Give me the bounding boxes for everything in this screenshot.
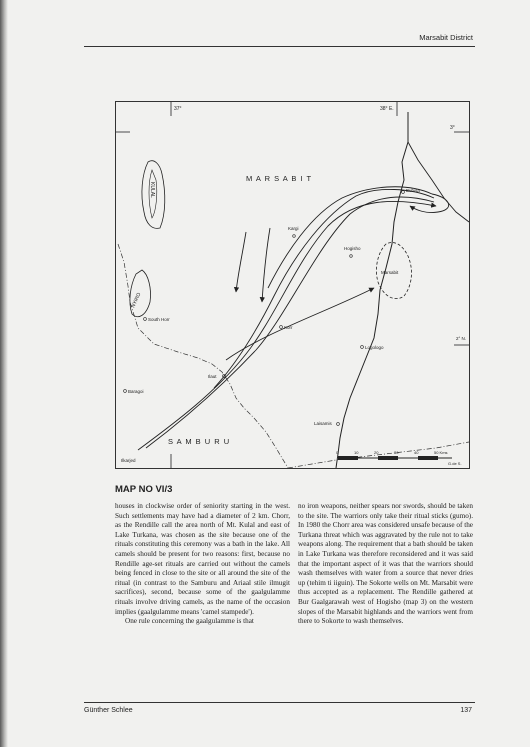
text-column-right [298,502,473,627]
paragraph: no iron weapons, neither spears nor swords, should be taken to the site. The warriors only take their ritual sticks (gumo). In 1980 the Chorr area was considered unsafe because of the Turkana threat which was aggravated by the rule not to take weapons along. The requirement that a bath should be taken in Lake Turkana was therefore reconsidered and it was said that the important aspect of it was that the warriors should wash themselves with water from a source that never dries up (tehim ti iiguin). The Sokorte wells on Mt. Marsabit were thus accepted as a replacement. The Rendille gathered at Bur Gaalgarawah west of Hogisho (map 3) on the western slopes of the Marsabit highlands and the warriors went from there to Sokorte to wash themselves. [298,502,473,626]
route-arrow-kargi [262,228,270,302]
south-horr-marker [144,318,147,321]
scale-tick-10: 10 [354,450,359,455]
route-arrow-west [236,232,246,292]
bubisa-marker [402,191,405,194]
logologo-label: Logologo [365,345,384,350]
logologo-marker [361,346,364,349]
page-number: 137 [460,707,472,714]
hogisho-label: Hogisho [344,246,361,251]
hogisho-marker [350,255,353,258]
lat3-label: 3° [450,125,455,131]
scale-tick-30: 30 [394,450,399,455]
scale-tick-0: 0 [336,450,339,455]
map-figure [116,102,469,468]
lat2-label: 2° N. [456,336,467,341]
footer-author: Günther Schlee [84,707,133,714]
text-column-left [115,502,290,627]
district-boundary-south [288,442,469,468]
nyiro-outline [130,270,151,317]
marsabit-town-label: Marsabit [381,270,399,275]
ilaut-label: Ilaut [208,374,217,379]
paragraph: One rule concerning the gaalgulamme is that [125,617,254,626]
scale-segment-5 [418,456,438,460]
kargi-marker [293,235,296,238]
scale-segment-1 [338,456,358,460]
baragoi-label: Baragoi [128,389,144,394]
header-rule [84,46,475,47]
map-credit: G.de S. [448,461,462,466]
scan-edge [0,0,8,747]
scale-tick-20: 20 [374,450,379,455]
nyiro-label: NYIRO [130,291,143,309]
running-header: Marsabit District [419,33,473,42]
laisamis-label: Laisamis [314,421,332,426]
korr-marker [280,326,283,329]
lon37-label: 37° [174,106,182,112]
paragraph: houses in clockwise order of seniority starting in the west. Such settlements may have had a diameter of 2 km. Chorr, as the Rendille call the area north of Mt. Kulal and east of Lake Turkana, was chosen as the site because one of the rituals constituting this ceremony was a bath in the lake. All camels should be present for two reasons: first, because no Rendille age-set rituals are carried out without the camels being fenced in close to the site or all around the site of the ritual (in contrast to the Samburu and Ariaal stile ilmugit sacrifices), second, because some of the gaalgulamme rituals involve driving camels, as the name of the occasion implies (gaalgulamme means 'camel stampede'). [115,502,290,616]
bubisa-label: Bubisa [406,188,420,193]
ilkarjed-label: Ilkarjed [121,458,136,463]
map-title: MAP NO VI/3 [115,484,173,495]
laisamis-marker [337,423,340,426]
map-frame [115,101,470,469]
route-path-3 [214,189,434,388]
road [336,112,408,468]
samburu-region-label: S A M B U R U [168,437,231,446]
marsabit-region-label: M A R S A B I T [246,174,313,183]
district-boundary [118,244,288,468]
scale-segment-3 [378,456,398,460]
scale-tick-40: 40 [414,450,419,455]
kulal-label: KULAL [149,182,155,198]
baragoi-marker [124,390,127,393]
footer-rule [84,702,475,703]
route-arrow-marsabit [226,288,374,360]
korr-label: Korr [284,325,293,330]
kargi-label: Kargi [288,226,299,231]
lon38-label: 38° E. [380,106,394,112]
scale-tick-50: 50 Kms [434,450,448,455]
south-horr-label: South Horr [148,317,170,322]
